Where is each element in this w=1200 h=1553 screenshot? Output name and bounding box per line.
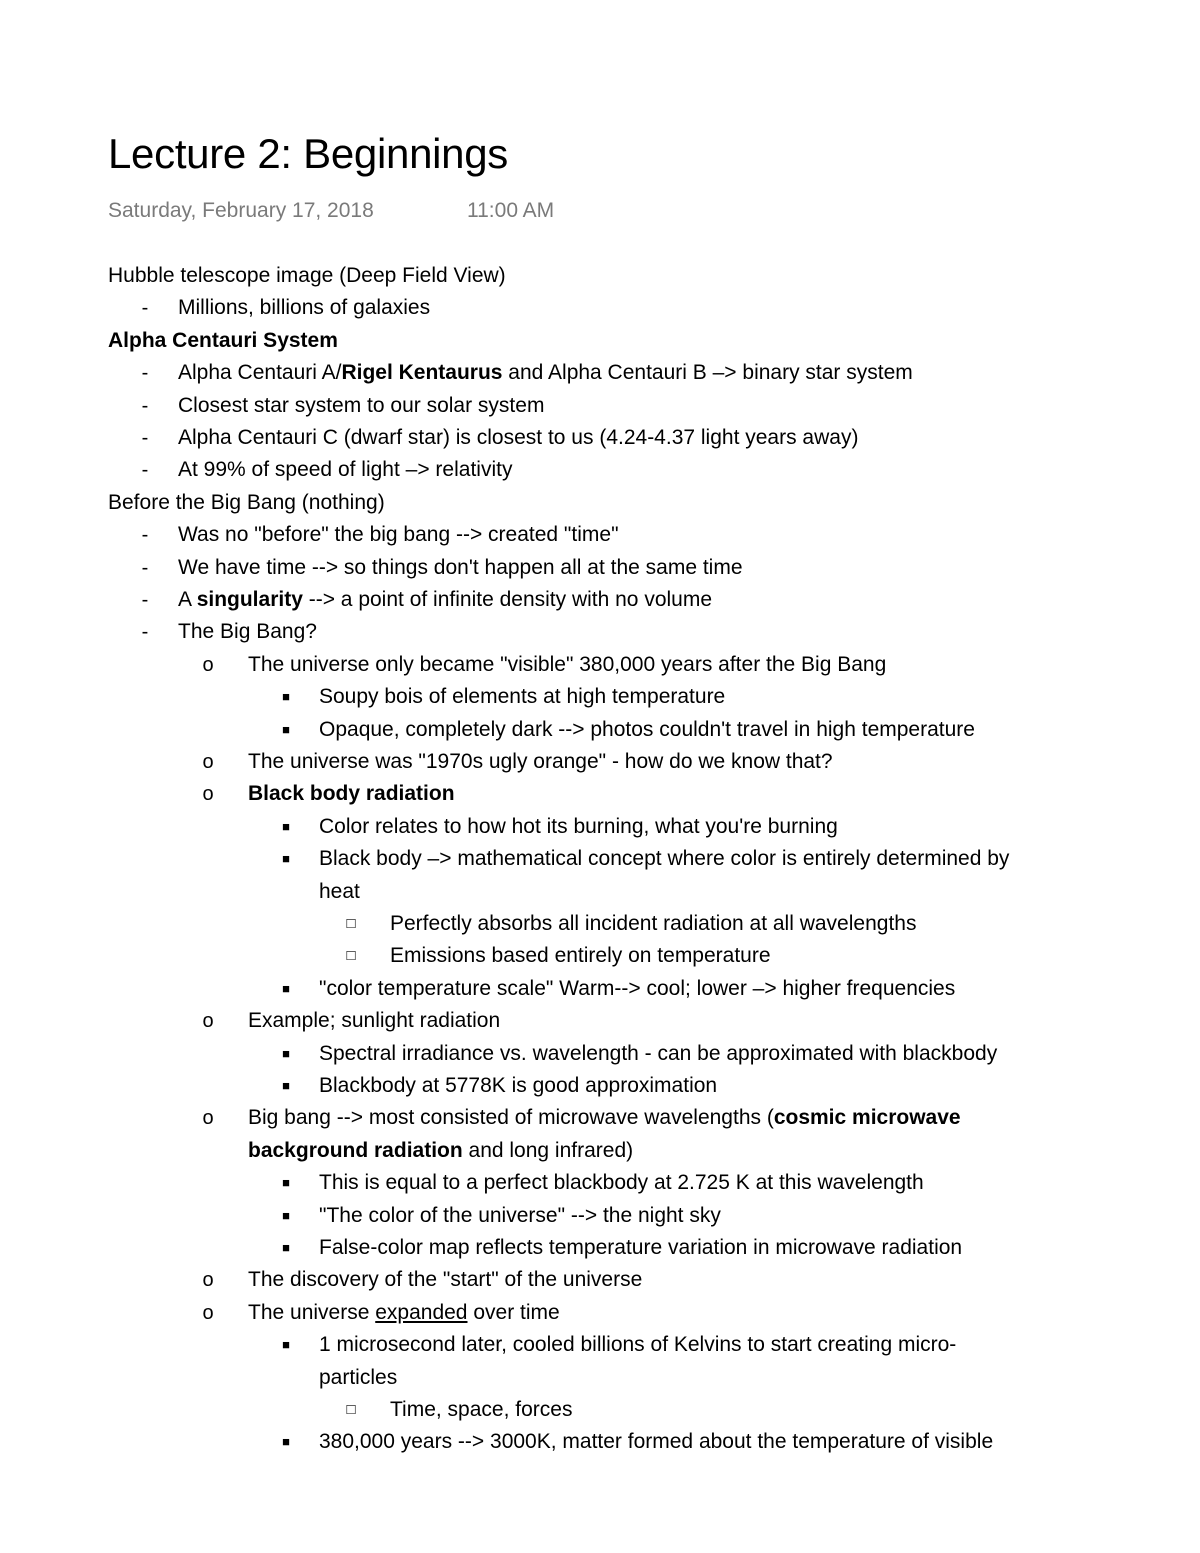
hollow-box-bullet-icon: □ bbox=[346, 915, 356, 932]
line-text-segment: "The color of the universe" --> the night sky bbox=[319, 1204, 721, 1227]
line-text-segment: We have time --> so things don't happen all at the same time bbox=[178, 556, 743, 579]
line-text-segment: Alpha Centauri A/ bbox=[178, 361, 342, 384]
page-time: 11:00 AM bbox=[467, 199, 555, 222]
hollow-box-bullet-icon: □ bbox=[346, 947, 356, 964]
line-text-segment: Opaque, completely dark --> photos couldn't travel in high temperature bbox=[319, 718, 975, 741]
note-line-30 bbox=[319, 1232, 962, 1264]
note-line-7 bbox=[108, 487, 385, 519]
line-text-segment: Rigel Kentaurus bbox=[341, 361, 503, 384]
line-text-segment: Time, space, forces bbox=[390, 1398, 573, 1421]
line-text-segment: singularity bbox=[196, 588, 303, 611]
line-text-segment: The discovery of the "start" of the universe bbox=[248, 1268, 643, 1291]
square-bullet-icon: ■ bbox=[282, 819, 290, 834]
note-line-6 bbox=[178, 454, 512, 486]
square-bullet-icon: ■ bbox=[282, 1046, 290, 1061]
note-line-31 bbox=[248, 1264, 642, 1296]
square-bullet-icon: ■ bbox=[282, 1337, 290, 1352]
note-line-26 bbox=[248, 1102, 961, 1134]
circle-bullet-icon: o bbox=[202, 1302, 214, 1324]
note-line-20 bbox=[390, 908, 916, 940]
note-line-18 bbox=[319, 843, 1009, 875]
square-bullet-icon: ■ bbox=[282, 981, 290, 996]
square-bullet-icon: ■ bbox=[282, 1175, 290, 1190]
note-line-1 bbox=[178, 292, 430, 324]
line-text-segment: expanded bbox=[375, 1301, 468, 1324]
line-text-segment: Black body radiation bbox=[248, 782, 455, 805]
square-bullet-icon: ■ bbox=[282, 689, 290, 704]
note-line-14 bbox=[319, 714, 975, 746]
dash-bullet-icon: - bbox=[141, 557, 149, 579]
note-line-0 bbox=[108, 260, 506, 292]
circle-bullet-icon: o bbox=[202, 654, 214, 676]
note-line-3 bbox=[178, 357, 913, 389]
note-line-23 bbox=[248, 1005, 500, 1037]
note-line-24 bbox=[319, 1038, 997, 1070]
note-line-13 bbox=[319, 681, 725, 713]
note-line-33 bbox=[319, 1329, 956, 1361]
page-date: Saturday, February 17, 2018 bbox=[108, 199, 374, 222]
line-text-segment: Soupy bois of elements at high temperature bbox=[319, 685, 726, 708]
note-line-11 bbox=[178, 616, 317, 648]
note-line-32 bbox=[248, 1297, 560, 1329]
square-bullet-icon: ■ bbox=[282, 851, 290, 866]
line-text-segment: The universe bbox=[248, 1301, 376, 1324]
note-line-8 bbox=[178, 519, 619, 551]
note-line-35 bbox=[390, 1394, 572, 1426]
note-line-5 bbox=[178, 422, 858, 454]
line-text-segment: Big bang --> most consisted of microwave wavelengths ( bbox=[248, 1106, 774, 1129]
note-line-21 bbox=[390, 940, 771, 972]
line-text-segment: Before the Big Bang (nothing) bbox=[108, 491, 385, 514]
line-text-segment: cosmic microwave bbox=[773, 1106, 961, 1129]
note-line-17 bbox=[319, 811, 838, 843]
square-bullet-icon: ■ bbox=[282, 722, 290, 737]
line-text-segment: 380,000 years --> 3000K, matter formed about the temperature of visible bbox=[319, 1430, 994, 1453]
line-text-segment: background radiation bbox=[248, 1139, 463, 1162]
circle-bullet-icon: o bbox=[202, 1269, 214, 1291]
line-text-segment: False-color map reflects temperature variation in microwave radiation bbox=[319, 1236, 963, 1259]
dash-bullet-icon: - bbox=[141, 459, 149, 481]
line-text-segment: heat bbox=[319, 880, 360, 903]
dash-bullet-icon: - bbox=[141, 362, 149, 384]
line-text-segment: Emissions based entirely on temperature bbox=[390, 944, 771, 967]
line-text-segment: Closest star system to our solar system bbox=[178, 394, 545, 417]
line-text-segment: The universe only became "visible" 380,000 years after the Big Bang bbox=[248, 653, 887, 676]
dash-bullet-icon: - bbox=[141, 395, 149, 417]
note-line-16 bbox=[248, 778, 455, 810]
note-line-4 bbox=[178, 390, 544, 422]
line-text-segment: 1 microsecond later, cooled billions of Kelvins to start creating micro- bbox=[319, 1333, 957, 1356]
line-text-segment: Blackbody at 5778K is good approximation bbox=[319, 1074, 718, 1097]
line-text-segment: A bbox=[178, 588, 197, 611]
line-text-segment: Black body –> mathematical concept where color is entirely determined by bbox=[319, 847, 1010, 870]
line-text-segment: Was no "before" the big bang --> created "time" bbox=[178, 523, 619, 546]
note-line-25 bbox=[319, 1070, 717, 1102]
note-line-19 bbox=[319, 876, 360, 908]
dash-bullet-icon: - bbox=[141, 524, 149, 546]
line-text-segment: and Alpha Centauri B –> binary star system bbox=[502, 361, 913, 384]
line-text-segment: Alpha Centauri C (dwarf star) is closest to us (4.24-4.37 light years away) bbox=[178, 426, 859, 449]
page-title: Lecture 2: Beginnings bbox=[108, 130, 508, 177]
line-text-segment: At 99% of speed of light –> relativity bbox=[178, 458, 513, 481]
note-line-2 bbox=[108, 325, 338, 357]
line-text-segment: The universe was "1970s ugly orange" - how do we know that? bbox=[248, 750, 833, 773]
dash-bullet-icon: - bbox=[141, 621, 149, 643]
line-text-segment: Alpha Centauri System bbox=[108, 329, 338, 352]
circle-bullet-icon: o bbox=[202, 751, 214, 773]
dash-bullet-icon: - bbox=[141, 427, 149, 449]
line-text-segment: This is equal to a perfect blackbody at 2.725 K at this wavelength bbox=[319, 1171, 924, 1194]
line-text-segment: particles bbox=[319, 1366, 398, 1389]
dash-bullet-icon: - bbox=[141, 297, 149, 319]
line-text-segment: Perfectly absorbs all incident radiation at all wavelengths bbox=[390, 912, 917, 935]
hollow-box-bullet-icon: □ bbox=[346, 1401, 356, 1418]
square-bullet-icon: ■ bbox=[282, 1434, 290, 1449]
note-line-34 bbox=[319, 1362, 397, 1394]
line-text-segment: Millions, billions of galaxies bbox=[178, 296, 431, 319]
note-line-12 bbox=[248, 649, 886, 681]
page-metadata bbox=[108, 199, 555, 223]
circle-bullet-icon: o bbox=[202, 1010, 214, 1032]
line-text-segment: Spectral irradiance vs. wavelength - can be approximated with blackbody bbox=[319, 1042, 998, 1065]
line-text-segment: Color relates to how hot its burning, what you're burning bbox=[319, 815, 838, 838]
circle-bullet-icon: o bbox=[202, 1107, 214, 1129]
line-text-segment: "color temperature scale" Warm--> cool; lower –> higher frequencies bbox=[319, 977, 956, 1000]
note-body[interactable] bbox=[0, 260, 1200, 1453]
line-text-segment: and long infrared) bbox=[462, 1139, 634, 1162]
note-line-29 bbox=[319, 1200, 721, 1232]
dash-bullet-icon: - bbox=[141, 589, 149, 611]
square-bullet-icon: ■ bbox=[282, 1208, 290, 1223]
note-line-15 bbox=[248, 746, 833, 778]
line-text-segment: over time bbox=[467, 1301, 560, 1324]
square-bullet-icon: ■ bbox=[282, 1240, 290, 1255]
line-text-segment: --> a point of infinite density with no volume bbox=[302, 588, 713, 611]
line-text-segment: The Big Bang? bbox=[178, 620, 317, 643]
note-line-22 bbox=[319, 973, 955, 1005]
circle-bullet-icon: o bbox=[202, 783, 214, 805]
note-line-10 bbox=[178, 584, 712, 616]
note-line-27 bbox=[248, 1135, 633, 1167]
note-line-9 bbox=[178, 552, 743, 584]
line-text-segment: Example; sunlight radiation bbox=[248, 1009, 501, 1032]
square-bullet-icon: ■ bbox=[282, 1078, 290, 1093]
note-line-36 bbox=[319, 1426, 993, 1458]
line-text-segment: Hubble telescope image (Deep Field View) bbox=[108, 264, 506, 287]
note-line-28 bbox=[319, 1167, 924, 1199]
